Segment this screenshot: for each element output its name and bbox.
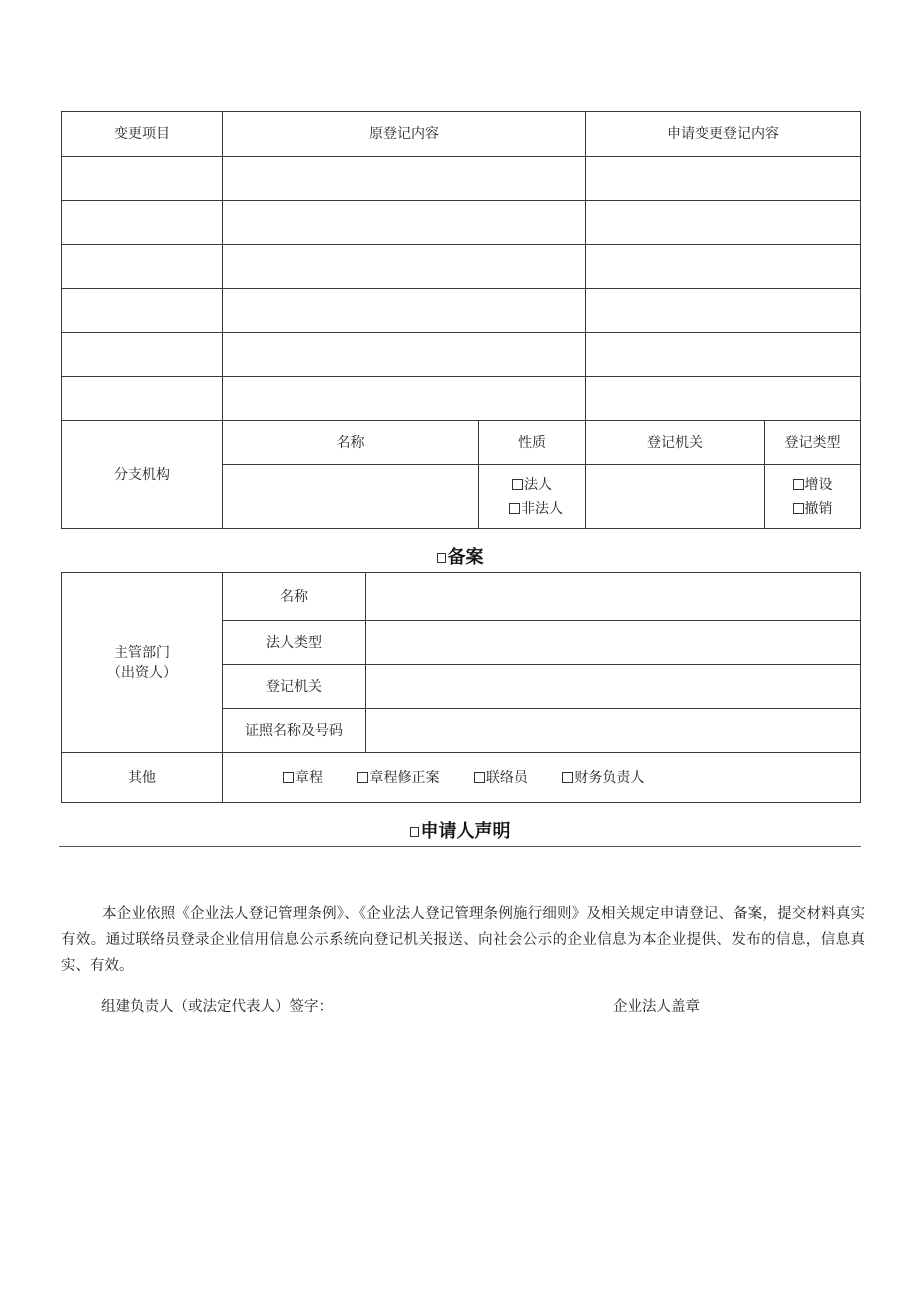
checkbox-icon — [283, 772, 294, 783]
other-label: 其他 — [62, 753, 223, 803]
header-requested-content: 申请变更登记内容 — [586, 112, 861, 157]
change-row — [62, 201, 861, 245]
checkbox-icon — [474, 772, 485, 783]
declaration-text: 本企业依照《企业法人登记管理条例》、《企业法人登记管理条例施行细则》及相关规定申请登记、备案，提交材料真实有效。通过联络员登录企业信用信息公示系统向登记机关报送、向社会公示的企业信息为本企业提供、发布的信息，信息真实、有效。 — [61, 906, 865, 974]
checkbox-icon[interactable] — [437, 553, 446, 563]
original-content-cell[interactable] — [223, 289, 586, 333]
branch-authority-cell[interactable] — [586, 465, 765, 529]
change-row — [62, 333, 861, 377]
checkbox-icon — [562, 772, 573, 783]
change-row — [62, 157, 861, 201]
change-row — [62, 377, 861, 421]
branch-label: 分支机构 — [62, 421, 223, 529]
other-options — [223, 753, 861, 803]
checkbox-icon — [357, 772, 368, 783]
field-value-name[interactable] — [366, 573, 861, 621]
field-label-name: 名称 — [223, 573, 366, 621]
header-original-content: 原登记内容 — [223, 112, 586, 157]
requested-content-cell[interactable] — [586, 377, 861, 421]
branch-header-type: 登记类型 — [765, 421, 861, 465]
signature-label: 组建负责人（或法定代表人）签字： — [101, 999, 333, 1015]
original-content-cell[interactable] — [223, 245, 586, 289]
beian-row — [62, 573, 861, 621]
branch-header-authority: 登记机关 — [586, 421, 765, 465]
branch-nature-cell — [479, 465, 586, 529]
requested-content-cell[interactable] — [586, 289, 861, 333]
requested-content-cell[interactable] — [586, 157, 861, 201]
field-label-legal-type: 法人类型 — [223, 621, 366, 665]
branch-header-row — [62, 421, 861, 465]
checkbox-legal-person[interactable]: 法人 — [479, 473, 585, 497]
branch-header-nature: 性质 — [479, 421, 586, 465]
field-value-authority[interactable] — [366, 665, 861, 709]
checkbox-add[interactable]: 增设 — [765, 473, 860, 497]
checkbox-finance-officer[interactable]: 财务负责人 — [562, 768, 644, 788]
checkbox-icon — [793, 479, 804, 490]
branch-type-cell — [765, 465, 861, 529]
branch-header-name: 名称 — [223, 421, 479, 465]
supervisor-label: 主管部门 （出资人） — [62, 573, 223, 753]
checkbox-icon — [793, 503, 804, 514]
requested-content-cell[interactable] — [586, 201, 861, 245]
beian-title: 备案 — [0, 546, 920, 570]
checkbox-icon — [509, 503, 520, 514]
requested-content-cell[interactable] — [586, 245, 861, 289]
change-item-cell[interactable] — [62, 333, 223, 377]
field-label-license: 证照名称及号码 — [223, 709, 366, 753]
checkbox-articles-amendment[interactable]: 章程修正案 — [357, 768, 439, 788]
change-item-cell[interactable] — [62, 157, 223, 201]
original-content-cell[interactable] — [223, 333, 586, 377]
change-item-cell[interactable] — [62, 245, 223, 289]
other-row — [62, 753, 861, 803]
beian-table — [61, 572, 861, 803]
checkbox-revoke[interactable]: 撤销 — [765, 497, 860, 521]
checkbox-liaison[interactable]: 联络员 — [474, 768, 528, 788]
change-item-cell[interactable] — [62, 201, 223, 245]
field-label-authority: 登记机关 — [223, 665, 366, 709]
change-row — [62, 289, 861, 333]
field-value-legal-type[interactable] — [366, 621, 861, 665]
original-content-cell[interactable] — [223, 157, 586, 201]
declaration-title: 申请人声明 — [0, 820, 920, 844]
checkbox-non-legal-person[interactable]: 非法人 — [479, 497, 585, 521]
field-value-license[interactable] — [366, 709, 861, 753]
original-content-cell[interactable] — [223, 377, 586, 421]
branch-name-cell[interactable] — [223, 465, 479, 529]
checkbox-icon — [512, 479, 523, 490]
seal-label: 企业法人盖章 — [613, 999, 700, 1015]
original-content-cell[interactable] — [223, 201, 586, 245]
change-item-cell[interactable] — [62, 289, 223, 333]
checkbox-articles[interactable]: 章程 — [283, 768, 323, 788]
change-header-row — [62, 112, 861, 157]
divider — [59, 846, 861, 847]
requested-content-cell[interactable] — [586, 333, 861, 377]
header-change-item: 变更项目 — [62, 112, 223, 157]
change-table — [61, 111, 861, 529]
checkbox-icon[interactable] — [410, 827, 419, 837]
change-item-cell[interactable] — [62, 377, 223, 421]
change-row — [62, 245, 861, 289]
